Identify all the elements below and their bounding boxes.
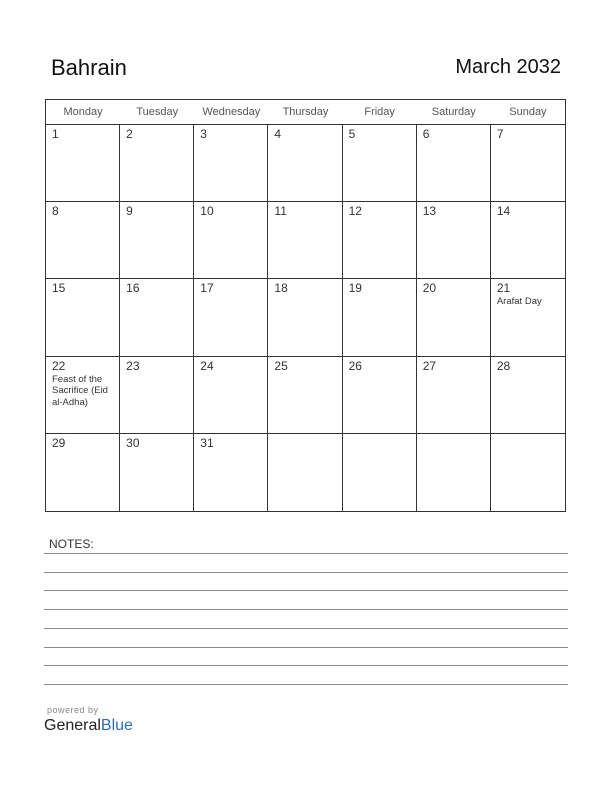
- day-cell: [491, 357, 565, 434]
- day-number: 22: [52, 358, 66, 373]
- weekday-thursday: Thursday: [282, 106, 329, 118]
- day-cell: [194, 434, 268, 511]
- day-number: 20: [422, 281, 437, 296]
- notes-line: [44, 684, 568, 685]
- day-number: 19: [348, 281, 362, 296]
- day-number: 8: [52, 204, 59, 219]
- weekday-tuesday: Tuesday: [136, 106, 179, 118]
- day-number: 26: [348, 358, 362, 373]
- weekday-monday: Monday: [63, 106, 103, 118]
- day-cell: [46, 357, 120, 434]
- weekday-wednesday: Wednesday: [202, 106, 261, 118]
- day-cell: [46, 125, 120, 202]
- day-number: 23: [126, 358, 140, 373]
- day-cell: [120, 357, 194, 434]
- day-cell: [194, 202, 268, 279]
- day-number: 16: [126, 281, 140, 296]
- notes-label: NOTES:: [49, 537, 94, 551]
- weekday-saturday: Saturday: [431, 106, 476, 118]
- day-number: 1: [52, 127, 59, 141]
- day-cell: [343, 125, 417, 202]
- notes-line: [44, 553, 568, 554]
- day-number: 9: [126, 204, 133, 219]
- day-number: 5: [348, 127, 356, 141]
- notes-line: [44, 609, 568, 610]
- day-cell: [46, 434, 120, 511]
- brand-general: General: [44, 717, 101, 734]
- generalblue-logo: [44, 717, 133, 735]
- country-title: Bahrain: [51, 55, 127, 80]
- holiday-label: Arafat Day: [496, 296, 542, 308]
- weekday-sunday: Sunday: [509, 106, 547, 118]
- powered-by-text: powered by: [47, 705, 99, 715]
- day-number: 15: [52, 281, 66, 296]
- day-cell: [491, 434, 565, 511]
- day-number: 25: [274, 358, 288, 373]
- day-number: 29: [52, 435, 66, 450]
- day-number: 24: [200, 358, 214, 373]
- holiday-label: Feast of the Sacrifice (Eid al-Adha): [52, 373, 108, 408]
- day-cell: [46, 202, 120, 279]
- day-number: 13: [422, 204, 437, 219]
- day-number: 17: [200, 281, 214, 296]
- day-cell: [268, 125, 342, 202]
- day-cell: [120, 279, 194, 356]
- day-cell: [194, 279, 268, 356]
- day-number: 21: [496, 281, 511, 296]
- day-number: 6: [422, 127, 430, 141]
- notes-line: [44, 628, 568, 629]
- day-cell: [46, 279, 120, 356]
- day-cell: [417, 434, 491, 511]
- day-number: 7: [496, 127, 504, 141]
- day-cell: [491, 125, 565, 202]
- day-cell: [417, 279, 491, 356]
- notes-line: [44, 665, 568, 666]
- day-cell: [343, 357, 417, 434]
- day-number: 14: [496, 204, 511, 219]
- day-cell: [417, 357, 491, 434]
- day-cell: [491, 202, 565, 279]
- day-number: 10: [200, 204, 214, 219]
- day-number: 27: [422, 358, 437, 373]
- day-cell: [268, 279, 342, 356]
- day-number: 2: [126, 127, 133, 141]
- day-cell: [491, 279, 565, 356]
- day-cell: [268, 434, 342, 511]
- weekday-header-row: [46, 100, 565, 125]
- day-number: 11: [274, 204, 287, 219]
- calendar-table: [45, 99, 566, 512]
- day-number: 4: [274, 127, 282, 141]
- day-cell: [268, 202, 342, 279]
- day-number: 3: [200, 127, 207, 141]
- day-number: 30: [126, 435, 140, 450]
- day-cell: [194, 125, 268, 202]
- day-number: 28: [496, 358, 511, 373]
- day-cell: [343, 279, 417, 356]
- brand-blue: Blue: [100, 717, 133, 734]
- day-number: 31: [200, 435, 214, 450]
- day-cell: [194, 357, 268, 434]
- day-number: 18: [274, 281, 288, 296]
- day-cell: [120, 202, 194, 279]
- day-cell: [417, 202, 491, 279]
- notes-line: [44, 647, 568, 648]
- weekday-friday: Friday: [364, 106, 395, 118]
- month-year-title: March 2032: [455, 56, 561, 78]
- day-number: 12: [348, 204, 362, 219]
- day-cell: [343, 202, 417, 279]
- day-cell: [417, 125, 491, 202]
- day-cell: [120, 434, 194, 511]
- notes-line: [44, 590, 568, 591]
- day-cell: [268, 357, 342, 434]
- day-grid: [46, 125, 565, 511]
- notes-line: [44, 572, 568, 573]
- day-cell: [343, 434, 417, 511]
- day-cell: [120, 125, 194, 202]
